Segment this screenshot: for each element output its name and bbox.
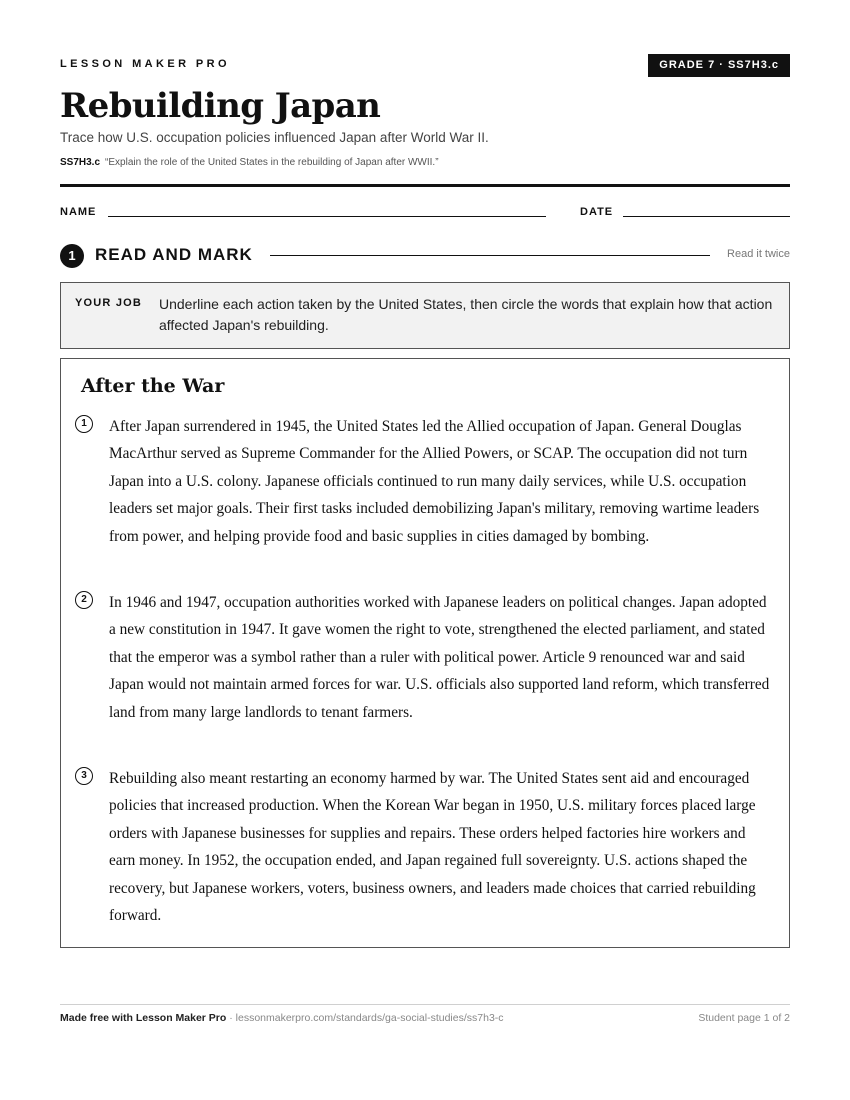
footer-page-number: Student page 1 of 2 bbox=[698, 1012, 790, 1024]
reading-title: After the War bbox=[81, 375, 225, 397]
paragraph bbox=[75, 413, 775, 550]
footer-separator: · bbox=[226, 1012, 236, 1024]
page-subtitle: Trace how U.S. occupation policies influenced Japan after World War II. bbox=[60, 130, 489, 145]
footer-made-with: Made free with Lesson Maker Pro bbox=[60, 1012, 227, 1024]
footer-divider bbox=[60, 1004, 790, 1005]
paragraph-number: 1 bbox=[75, 415, 93, 433]
paragraph-number: 2 bbox=[75, 591, 93, 609]
instructions-text: Underline each action taken by the United States, then circle the words that explain how that action affected Japan's rebuilding. bbox=[159, 296, 773, 333]
footer-credit bbox=[60, 1012, 504, 1024]
section-title: READ AND MARK bbox=[95, 245, 253, 264]
name-field[interactable] bbox=[108, 216, 546, 217]
paragraph-number: 3 bbox=[75, 767, 93, 785]
reading-passage bbox=[60, 358, 790, 948]
paragraph-text[interactable]: After Japan surrendered in 1945, the United States led the Allied occupation of Japan. General Douglas MacArthur served as Supreme Commander for the Allied Powers, or SCAP. The occupation did not turn Japan into a U.S. colony. Japanese officials continued to run many daily services, while U.S. occupation leaders set major goals. Their first tasks included demobilizing Japan's military, removing wartime leaders from power, and helping provide food and basic supplies in cities damaged by bombing. bbox=[109, 418, 760, 545]
brand-name: LESSON MAKER PRO bbox=[60, 58, 230, 70]
instructions-box bbox=[60, 282, 790, 349]
page-title: Rebuilding Japan bbox=[60, 86, 381, 126]
paragraph bbox=[75, 589, 775, 726]
grade-badge: GRADE 7 · SS7H3.c bbox=[648, 54, 790, 77]
paragraph-text[interactable]: Rebuilding also meant restarting an economy harmed by war. The United States sent aid and encouraged policies that increased production. When the Korean War began in 1950, U.S. military forces placed large orders with Japanese businesses for supplies and repairs. These orders helped factories hire workers and earn money. In 1952, the occupation ended, and Japan regained full sovereignty. U.S. actions shaped the recovery, but Japanese workers, voters, business owners, and leaders made choices that carried rebuilding forward. bbox=[109, 770, 756, 925]
name-label: NAME bbox=[60, 206, 97, 218]
instructions-label: YOUR JOB bbox=[75, 297, 143, 309]
footer-url[interactable]: lessonmakerpro.com/standards/ga-social-studies/ss7h3-c bbox=[235, 1012, 504, 1024]
date-field[interactable] bbox=[623, 216, 790, 217]
date-label: DATE bbox=[580, 206, 614, 218]
header-divider bbox=[60, 184, 790, 187]
standard-line bbox=[60, 157, 439, 168]
section-hint: Read it twice bbox=[727, 248, 790, 260]
paragraph-text[interactable]: In 1946 and 1947, occupation authorities worked with Japanese leaders on political changes. Japan adopted a new constitution in 1947. It gave women the right to vote, strengthened the elected parliament, and stated that the emperor was a symbol rather than a ruler with political power. Article 9 renounced war and said Japan would not maintain armed forces for war. U.S. officials also supported land reform, which transferred land from many large landlords to tenant farmers. bbox=[109, 594, 770, 721]
section-number-badge: 1 bbox=[60, 244, 84, 268]
section-divider bbox=[270, 255, 710, 256]
paragraph bbox=[75, 765, 775, 929]
standard-text: “Explain the role of the United States in the rebuilding of Japan after WWII.” bbox=[105, 157, 439, 168]
standard-code: SS7H3.c bbox=[60, 157, 101, 168]
